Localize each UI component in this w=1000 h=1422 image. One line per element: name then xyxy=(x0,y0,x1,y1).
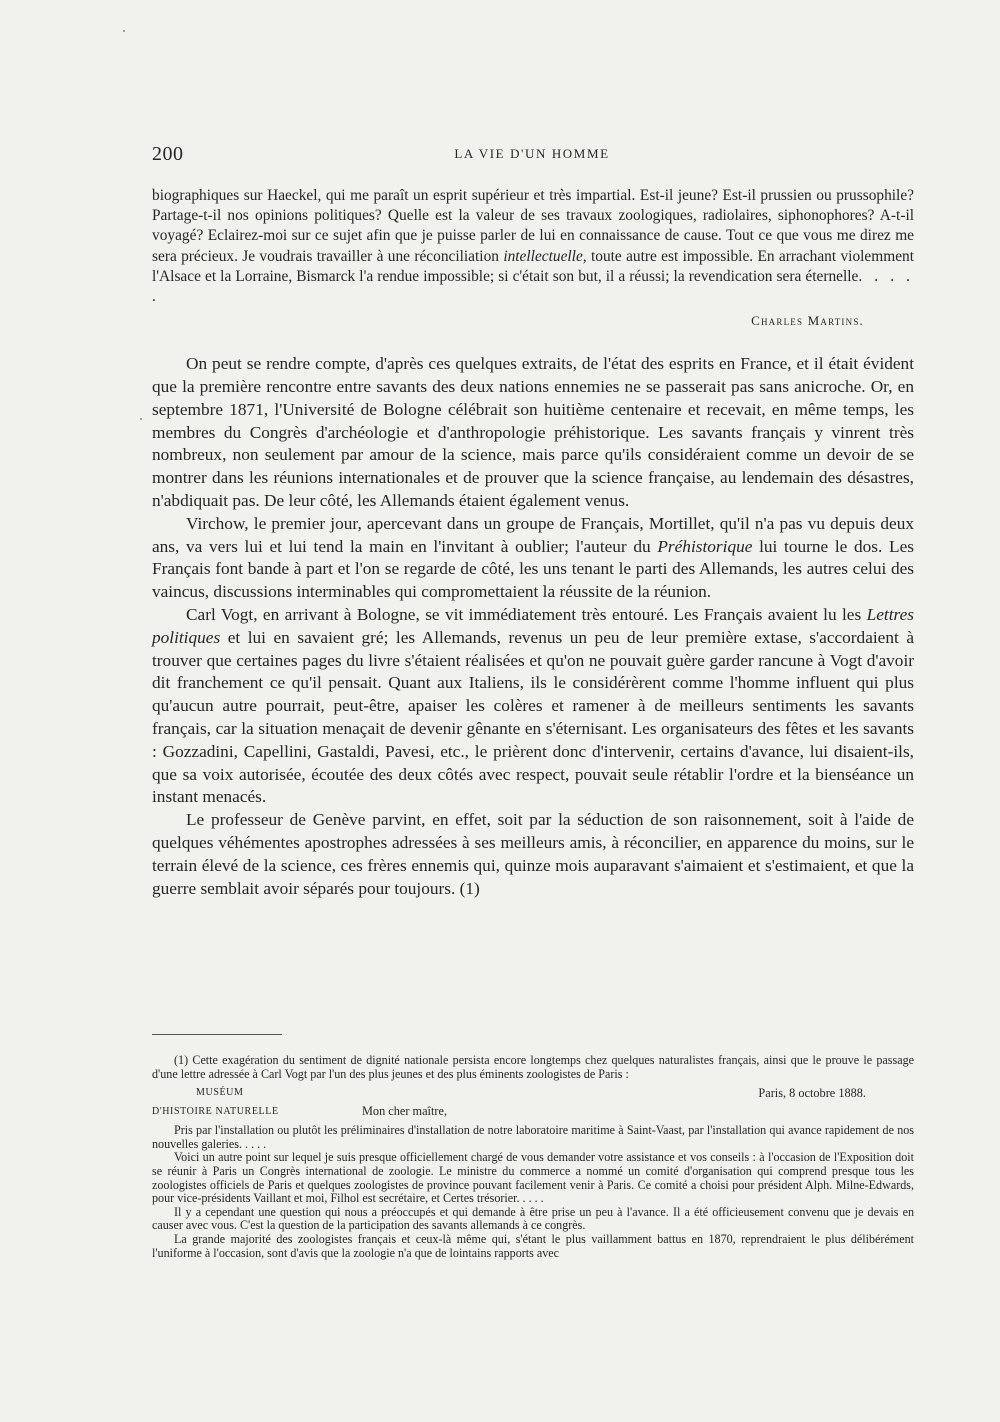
main-text xyxy=(152,353,914,900)
body-text xyxy=(152,186,914,900)
running-head: LA VIE D'UN HOMME xyxy=(454,146,610,161)
page-number: 200 xyxy=(152,143,184,165)
ellipsis: . . . . . xyxy=(152,267,914,306)
paragraph-2: Virchow, le premier jour, apercevant dans un groupe de Français, Mortillet, qu'il n'a pas vu depuis deux ans, va vers lui et lui tend la main en l'invitant à oublier; l'auteur du Préhistorique lui tourne le dos. Les Français font bande à part et l'on se regarde de côté, les uns tenant le parti des Allemands, les autres celui des vaincus, discussions interminables qui compromettaient la réussite de la réunion. xyxy=(152,513,914,602)
footnote-paragraph: La grande majorité des zoologistes français et ceux-là même qui, s'étant le plus vaillamment battus en 1870, reprendraient le plus délibérément l'uniforme à l'occasion, sont d'avis que la zoologie n'a que de lointains rapports avec xyxy=(152,1231,914,1260)
page-header xyxy=(152,143,912,167)
scan-speck xyxy=(140,418,142,420)
footnote-intro: (1) Cette exagération du sentiment de dignité nationale persista encore longtemps chez quelques naturalistes français, ainsi que le prouve le passage d'une lettre adressée à Carl Vogt par l'un des plus jeunes et des plus éminents zoologistes de Paris : xyxy=(152,1053,914,1081)
footnote-divider xyxy=(152,1034,282,1035)
italic-word: intellectuelle, xyxy=(503,247,587,265)
letter-paragraph: biographiques sur Haeckel, qui me paraît un esprit supérieur et très impartial. Est-il jeune? Est-il prussien ou prussophile? Partage-t-il nos opinions politiques? Quelle est la valeur de ses travaux zoologiques, radiolaires, siphonophores? A-t-il voyagé? Eclairez-moi sur ce sujet afin que je puisse parler de lui en connaissance de cause. Tout ce que vous me direz me sera précieux. Je voudrais travailler à une réconciliation intellectuelle, toute autre est impossible. En arrachant violemment l'Alsace et la Lorraine, Bismarck l'a rendue impossible; si c'était son but, il a réussi; la revendication sera éternelle. . . . . xyxy=(152,187,914,306)
scan-speck xyxy=(123,30,125,32)
letterhead-histoire-naturelle: D'HISTOIRE NATURELLE xyxy=(152,1106,279,1118)
letterhead-museum: MUSÉUM xyxy=(196,1087,244,1099)
italic-title-lettres-politiques: Lettres politiques xyxy=(152,604,914,647)
paragraph-1: On peut se rendre compte, d'après ces quelques extraits, de l'état des esprits en France, et il était évident que la première rencontre entre savants des deux nations ennemies ne se passerait pas sans anicroche. Or, en septembre 1871, l'Université de Bologne célébrait son huitième centenaire et recevait, en même temps, les membres du Congrès d'archéologie et d'anthropologie préhistorique. Les savants français y vinrent très nombreux, non seulement par amour de la science, mais parce qu'ils considéraient comme un devoir de se montrer dans les réunions internationales et de prouver que la science française, au lendemain des désastres, n'abdiquait pas. De leur côté, les Allemands étaient également venus. xyxy=(152,354,914,510)
footnote-paragraph: Il y a cependant une question qui nous a préoccupés et qui demande à être prise un peu à l'avance. Il a été officieusement convenu que je devais en causer avec vous. C'est la question de la participation des savants allemands à ce congrès. xyxy=(152,1204,914,1233)
footnote-letterhead xyxy=(152,1086,914,1120)
letter-date: Paris, 8 octobre 1888. xyxy=(758,1086,866,1101)
letter-salutation: Mon cher maître, xyxy=(362,1104,448,1119)
paragraph-4: Le professeur de Genève parvint, en effet, soit par la séduction de son raisonnement, soit à l'aide de quelques véhémentes apostrophes adressées à ses meilleurs amis, à réconcilier, en apparence du moins, sur le terrain élevé de la science, ces frères ennemis qui, quinze mois auparavant s'aimaient et s'estimaient, et que la guerre semblait avoir séparés pour toujours. (1) xyxy=(152,810,914,898)
paragraph-3: Carl Vogt, en arrivant à Bologne, se vit immédiatement très entouré. Les Français avaient lu les Lettres politiques et lui en savaient gré; les Allemands, revenus un peu de leur première extase, s'accordaient à trouver que certaines pages du livre s'étaient réalisées et qu'on ne pouvait guère garder rancune à Vogt d'avoir dit franchement ce qu'il pensait. Quant aux Italiens, ils le considérèrent comme l'homme influent qui plus qu'aucun autre pourrait, peut-être, apaiser les colères et ramener à de meilleurs sentiments les savants français, car la situation menaçait de devenir gênante en s'éternisant. Les organisateurs des fêtes et les savants : Gozzadini, Capellini, Gastaldi, Pavesi, etc., le prièrent donc d'intervenir, certains d'avance, lui disaient-ils, que sa voix autorisée, écoutée des deux côtés avec respect, pouvait seule rétablir l'ordre et la bienséance un instant menacés. xyxy=(152,604,914,807)
italic-title-prehistorique: Préhistorique xyxy=(657,536,753,556)
letter-signature: Charles Martins. xyxy=(751,313,864,329)
footnote xyxy=(152,1054,914,1260)
footnote-paragraph: Voici un autre point sur lequel je suis presque officiellement chargé de vous demander votre assistance et vos conseils : à l'occasion de l'Exposition doit se réunir à Paris un Congrès international de zoologie. Le ministre du commerce a nommé un comité d'organisation qui comprend presque tous les zoologistes officiels de Paris et quelques zoologistes de province pouvant facilement venir à Paris. Ce comité a choisi pour président Alph. Milne-Edwards, pour vice-présidents Vaillant et moi, Filhol est secrétaire, et Certes trésorier. . . . . xyxy=(152,1150,914,1206)
footnote-paragraph: Pris par l'installation ou plutôt les préliminaires d'installation de notre laboratoire maritime à Saint-Vaast, par l'installation qui avance rapidement de nos nouvelles galeries. . . . . xyxy=(152,1123,914,1151)
quoted-letter-end xyxy=(152,186,914,329)
